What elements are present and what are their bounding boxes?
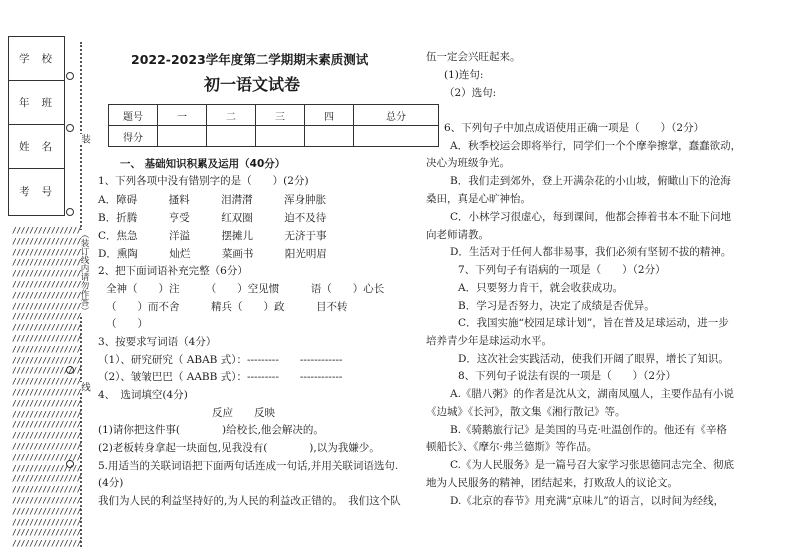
binding-hole bbox=[66, 124, 74, 132]
option-line: 向老师请教。 bbox=[426, 229, 489, 241]
binding-mark-xian: 线 bbox=[79, 382, 90, 392]
slash-row: //////////////// bbox=[12, 539, 82, 549]
slash-row: //////////////// bbox=[12, 463, 82, 473]
option-line: 地为人民服务的精神，团结起来，打败敌人的议论文。 bbox=[426, 477, 678, 489]
option-line: D．生活对于任何人都非易事，我们必须有坚韧不拔的精神。 bbox=[450, 246, 732, 258]
question-line: 1、下列各项中没有错别字的是（ ）(2分) bbox=[98, 175, 309, 187]
slash-row: //////////////// bbox=[12, 398, 82, 408]
question-line: 2、把下面词语补充完整（6分） bbox=[98, 265, 248, 277]
option-line: B.《骑鹅旅行记》是美国的马克·吐温创作的。他还有《辛格 bbox=[450, 424, 727, 436]
option-line: D.《北京的春节》用充满“京味儿”的语言，以时间为经线， bbox=[450, 495, 725, 507]
question-line: 4、 选词填空(4分) bbox=[98, 389, 188, 401]
option-line: B．我们走到郊外，登上开满杂花的小山坡，俯瞰山下的沧海 bbox=[450, 175, 731, 187]
option-line: D．这次社会实践活动，使我们开阔了眼界，增长了知识。 bbox=[458, 353, 729, 365]
question-line: (4分) bbox=[98, 477, 124, 489]
binding-mark-zhuang: 装 bbox=[79, 134, 90, 144]
table-cell[interactable] bbox=[256, 126, 305, 147]
question-line: B．折腾 亨受 红双圈 迫不及待 bbox=[98, 212, 327, 224]
slash-row: //////////////// bbox=[12, 301, 82, 311]
option-line: 《边城》《长河》，散文集《湘行散记》等。 bbox=[426, 406, 626, 418]
table-cell: 四 bbox=[305, 105, 354, 126]
option-line: 决心为班级争光。 bbox=[426, 157, 510, 169]
slash-row: //////////////// bbox=[12, 334, 82, 343]
option-line: A．秋季校运会即将举行，同学们一个个摩拳擦掌，蠢蠢欲动， bbox=[450, 140, 742, 152]
question-line: (1)请你把这件事( )给校长,他会解决的。 bbox=[98, 424, 324, 436]
exam-subtitle: 初一语文试卷 bbox=[204, 75, 301, 94]
slash-row: //////////////// bbox=[12, 506, 82, 516]
slash-row: //////////////// bbox=[12, 290, 82, 300]
slash-row: //////////////// bbox=[12, 355, 82, 365]
student-info-box bbox=[8, 36, 65, 216]
slash-row: //////////////// bbox=[12, 474, 82, 484]
table-row bbox=[109, 126, 439, 147]
question-line: (2)老板转身拿起一块面包,见我没有( ),以为我嫌少。 bbox=[98, 442, 380, 454]
option-line: 桑田，真是心旷神怡。 bbox=[426, 193, 531, 205]
slash-row: //////////////// bbox=[12, 442, 82, 451]
answer-line: (1)连句: bbox=[444, 69, 484, 81]
question-line: A．障碍 搔料 泪潸潸 浑身肿胀 bbox=[98, 194, 327, 206]
slash-row: //////////////// bbox=[12, 485, 82, 495]
option-line: 培养青少年是球运动水平。 bbox=[426, 335, 552, 347]
slash-row: //////////////// bbox=[12, 344, 82, 354]
table-cell[interactable] bbox=[158, 126, 207, 147]
slash-row: //////////////// bbox=[12, 452, 82, 462]
answer-line: （2）选句: bbox=[444, 87, 497, 99]
table-cell[interactable] bbox=[305, 126, 354, 147]
score-table bbox=[108, 104, 439, 147]
question-line: 8、下列句子说法有误的一项是（ ）（2分） bbox=[458, 370, 677, 382]
word-options: 反应 反映 bbox=[212, 407, 275, 419]
slash-row: //////////////// bbox=[12, 247, 82, 257]
slash-row: //////////////// bbox=[12, 377, 82, 387]
slash-row: //////////////// bbox=[12, 236, 82, 246]
question-line: 全神（ ）注 （ ）空见惯 语（ ）心长 bbox=[106, 283, 385, 295]
option-line: C.《为人民服务》是一篇号召大家学习张思德同志完全、彻底 bbox=[450, 459, 734, 471]
slash-row: //////////////// bbox=[12, 409, 82, 419]
section-heading: 一、 基础知识积累及运用（40分） bbox=[120, 158, 286, 170]
binding-note: （装订线内请勿作答） bbox=[79, 230, 89, 315]
slash-row: //////////////// bbox=[12, 280, 82, 289]
slash-row: //////////////// bbox=[12, 312, 82, 322]
table-cell: 一 bbox=[158, 105, 207, 126]
slash-row: //////////////// bbox=[12, 420, 82, 430]
school-label: 学校 bbox=[9, 37, 64, 81]
question-line: 我们为人民的利益坚持好的,为人民的利益改正错的。 我们这个队 bbox=[98, 495, 401, 507]
question-line: 3、按要求写词语（4分） bbox=[98, 336, 217, 348]
option-line: 顿船长》、《摩尔·弗兰德斯》等作品。 bbox=[426, 441, 598, 453]
exam-number-label: 考号 bbox=[19, 185, 64, 198]
slash-row: //////////////// bbox=[12, 528, 82, 538]
slash-row: //////////////// bbox=[12, 388, 82, 397]
question-line: （2）、皱皱巴巴（ AABB 式）：--------- ------------ bbox=[98, 371, 343, 383]
option-line: A．只要努力肯干，就会收获成功。 bbox=[458, 282, 624, 294]
question-line: 5.用适当的关联词语把下面两句话连成一句话,并用关联词语选句. bbox=[98, 460, 399, 472]
option-line: B．学习是否努力，决定了成绩是否优异。 bbox=[458, 300, 655, 312]
slash-row: //////////////// bbox=[12, 226, 82, 235]
table-cell: 得分 bbox=[109, 126, 158, 147]
slash-row: //////////////// bbox=[12, 366, 82, 376]
slash-row: //////////////// bbox=[12, 431, 82, 441]
question-line: （ ） bbox=[106, 318, 148, 330]
option-line: C．小林学习很虚心，每到课间，他都会捧着书本不耻下问地 bbox=[450, 211, 732, 223]
slash-row: //////////////// bbox=[12, 323, 82, 333]
table-cell[interactable] bbox=[354, 126, 439, 147]
class-label: 年班 bbox=[9, 81, 64, 125]
slash-row: //////////////// bbox=[12, 517, 82, 527]
option-line: C．我国实施“校园足球计划”，旨在普及足球运动，进一步 bbox=[458, 317, 729, 329]
slash-row: //////////////// bbox=[12, 496, 82, 505]
table-cell: 题号 bbox=[109, 105, 158, 126]
question-line: （1）、研究研究（ ABAB 式）：--------- ------------ bbox=[98, 354, 343, 366]
slash-row: //////////////// bbox=[12, 258, 82, 268]
binding-hole bbox=[66, 208, 74, 216]
name-label: 姓名 bbox=[9, 125, 64, 169]
table-cell[interactable] bbox=[207, 126, 256, 147]
question-line: C．焦急 洋溢 摆摊儿 无济于事 bbox=[98, 230, 327, 242]
table-cell: 二 bbox=[207, 105, 256, 126]
slash-row: //////////////// bbox=[12, 269, 82, 279]
question-line: 6、下列句子中加点成语使用正确一项是（ ）（2分） bbox=[444, 122, 705, 134]
question-line: D．熏陶 灿烂 菜画书 阳光明眉 bbox=[98, 248, 327, 260]
question-line: 7、下列句子有语病的一项是（ ）（2分） bbox=[458, 264, 666, 276]
table-row bbox=[109, 105, 439, 126]
option-line: A.《腊八粥》的作者是沈从文，湖南凤凰人，主要作品有小说 bbox=[450, 388, 734, 400]
binding-hole bbox=[66, 72, 74, 80]
question-line: 伍一定会兴旺起来。 bbox=[426, 51, 521, 63]
table-cell: 三 bbox=[256, 105, 305, 126]
table-cell: 总分 bbox=[354, 105, 439, 126]
question-line: （ ）而不舍 精兵（ ）政 目不转 bbox=[106, 301, 348, 313]
exam-title: 2022-2023学年度第二学期期末素质测试 bbox=[131, 52, 369, 67]
